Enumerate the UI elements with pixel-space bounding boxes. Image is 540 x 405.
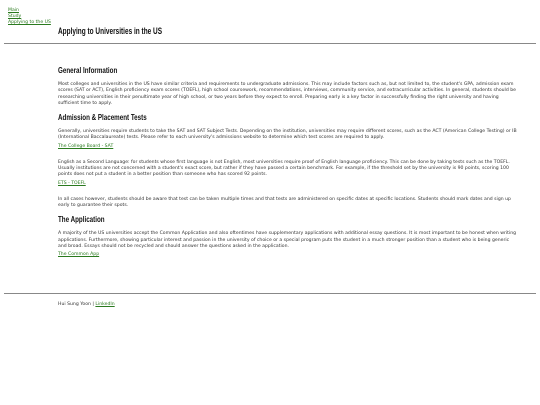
breadcrumb-nav: [8, 8, 51, 26]
section-paragraph: In all cases however, students should be aware that test can be taken multiple times and that tests are administered on specific dates at specific locations. Students should mark dates and sign up early to guarantee their spots.: [58, 196, 511, 208]
nav-link-study[interactable]: Study: [8, 14, 22, 19]
section-paragraph: A majority of the US universities accept the Common Application and also oftentimes have supplementary applications with additional essay questions. It is most important to be honest when writing applications. Furthermore, showing particular interest and passion in the university of choice or a special program puts the student in a much stronger position than a student who is being generic and broad. Essays should not be recycled and should answer the questions asked in the application.: [58, 231, 517, 249]
section-the-application: [58, 215, 518, 258]
footer-author: Hui Sung Yoon |: [58, 302, 94, 307]
section-paragraph: English as a Second Language: for students whose first language is not English, most universities require proof of English language proficiency. This can be done by taking tests such as the TOEFL. Usually institutions are not concerned with a student's exact score, but rather if they have passed a certain benchmark. For example, if the threshold set by the university is 90 points, scoring 100 points does not put a student in a better position than someone who has scored 92 points.: [58, 159, 510, 178]
section-heading: Admission & Placement Tests: [58, 113, 147, 123]
toefl-link[interactable]: ETS - TOEFL: [58, 180, 86, 186]
section-paragraph: Generally, universities require students to take the SAT and SAT Subject Tests. Depending on the institution, universities may require different scores, such as the ACT (American College Testing) or IB (International Baccalaureate) tests. Please refer to each university's admissions website to determine which test scores are required to apply.: [58, 129, 517, 141]
footer-divider: [4, 293, 536, 294]
main-content: [58, 66, 518, 264]
linkedin-link[interactable]: LinkedIn: [95, 302, 115, 307]
page-title: Applying to Universities in the US: [58, 26, 163, 36]
header-divider: [4, 43, 536, 44]
section-heading: The Application: [58, 215, 105, 225]
section-paragraph: Most colleges and universities in the US have similar criteria and requirements to undergraduate admissions. This may include factors such as, but not limited to, the student's GPA, admission exam scores (SAT or ACT), English proficiency exam scores (TOEFL), high school coursework, recommendations, interviews, community service, and extracurricular activities. In general, students should be researching universities in their penultimate year of high school, or two years before they expect to enroll. Preparing early is a key factor in successfully finding the right university and having sufficient time to apply.: [58, 82, 516, 106]
section-heading: General Information: [58, 66, 118, 75]
section-admission-tests: [58, 113, 518, 209]
footer: [58, 302, 115, 307]
nav-link-applying[interactable]: Applying to the US: [8, 20, 51, 25]
common-app-link[interactable]: The Common App: [58, 252, 100, 258]
nav-link-main[interactable]: Main: [8, 8, 19, 13]
sat-link[interactable]: The College Board - SAT: [58, 143, 114, 149]
section-general-information: [58, 66, 518, 107]
